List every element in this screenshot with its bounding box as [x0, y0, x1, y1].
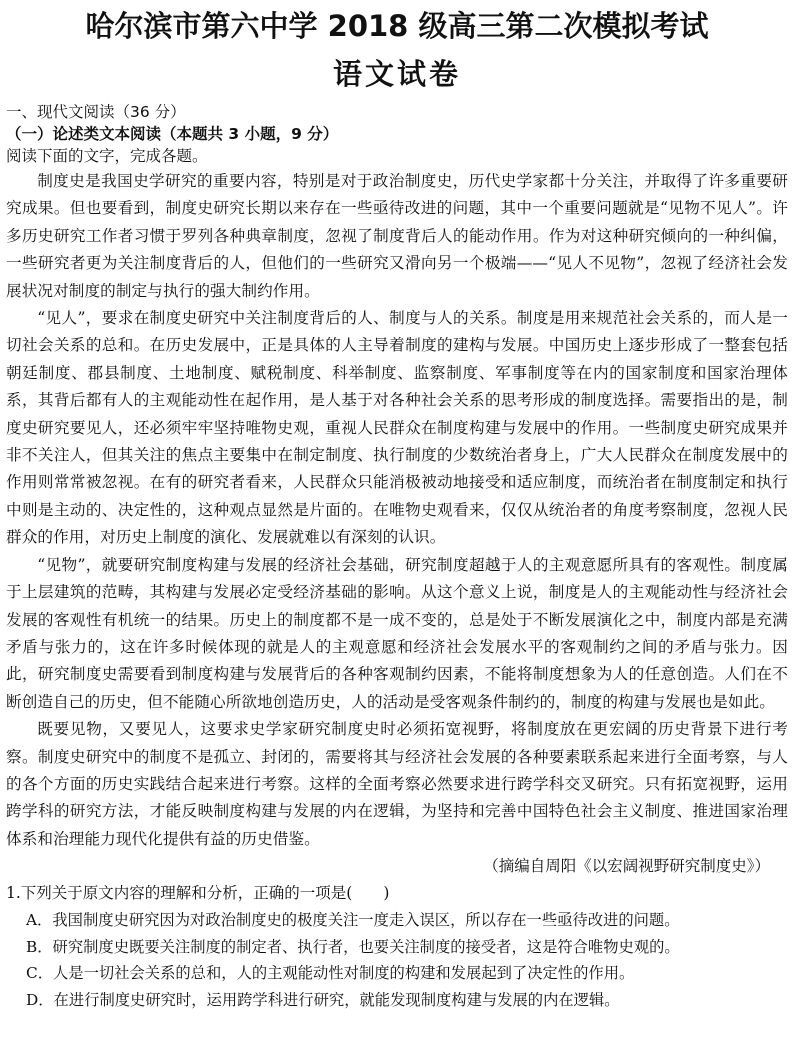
reading-passage [6, 168, 788, 880]
passage-paragraph-3: “见物”，就要研究制度构建与发展的经济社会基础，研究制度超越于人的主观意愿所具有的客观性。制度属于上层建筑的范畴，其构建与发展必定受经济基础的影响。从这个意义上说，制度是人的主观能动性与经济社会发展的客观性有机统一的结果。历史上的制度都不是一成不变的，总是处于不断发展演化之中，制度内部是充满矛盾与张力的，这在许多时候体现的就是人的主观意愿和经济社会发展水平的客观制约之间的矛盾与张力。因此，研究制度史需要看到制度构建与发展背后的各种客观制约因素，不能将制度想象为人的任意创造。人们在不断创造自己的历史，但不能随心所欲地创造历史，人的活动是受客观条件制约的，制度的构建与发展也是如此。 [6, 555, 788, 711]
option-c: C．人是一切社会关系的总和，人的主观能动性对制度的构建和发展起到了决定性的作用。 [26, 964, 635, 983]
option-a: A．我国制度史研究因为对政治制度史的极度关注一度走入误区，所以存在一些亟待改进的问题。 [26, 911, 680, 930]
section-subheading: （一）论述类文本阅读（本题共 3 小题，9 分） [6, 125, 339, 143]
question-stem: 1.下列关于原文内容的理解和分析，正确的一项是( ) [6, 884, 390, 903]
exam-title: 哈尔滨市第六中学 2018 级高三第二次模拟考试 [85, 9, 709, 43]
question-1 [6, 880, 788, 1013]
reading-instruction: 阅读下面的文字，完成各题。 [6, 147, 208, 165]
option-d: D．在进行制度史研究时，运用跨学科进行研究，就能发现制度构建与发展的内在逻辑。 [26, 990, 620, 1009]
answer-options [6, 907, 788, 1013]
passage-paragraph-1: 制度史是我国史学研究的重要内容，特别是对于政治制度史，历代史学家都十分关注，并取得了许多重要研究成果。但也要看到，制度史研究长期以来存在一些亟待改进的问题，其中一个重要问题就是“见物不见人”。许多历史研究工作者习惯于罗列各种典章制度，忽视了制度背后人的能动作用。作为对这种研究倾向的一种纠偏，一些研究者更为关注制度背后的人，但他们的一些研究又滑向另一个极端——“见人不见物”，忽视了经济社会发展状况对制度的制定与执行的强大制约作用。 [6, 172, 788, 300]
passage-source: （摘编自周阳《以宏阔视野研究制度史》） [483, 857, 770, 876]
exam-subtitle: 语文试卷 [332, 57, 461, 91]
passage-paragraph-4: 既要见物，又要见人，这要求史学家研究制度史时必须拓宽视野，将制度放在更宏阔的历史背景下进行考察。制度史研究中的制度不是孤立、封闭的，需要将其与经济社会发展的各种要素联系起来进行全面考察，与人的各个方面的历史实践结合起来进行考察。这样的全面考察必然要求进行跨学科交叉研究。只有拓宽视野，运用跨学科的研究方法，才能反映制度构建与发展的内在逻辑，为坚持和完善中国特色社会主义制度、推进国家治理体系和治理能力现代化提供有益的历史借鉴。 [6, 720, 788, 848]
option-b: B．研究制度史既要关注制度的制定者、执行者，也要关注制度的接受者，这是符合唯物史观的。 [26, 937, 680, 956]
section-heading: 一、现代文阅读（36 分） [6, 103, 186, 121]
passage-paragraph-2: “见人”，要求在制度史研究中关注制度背后的人、制度与人的关系。制度是用来规范社会关系的，而人是一切社会关系的总和。在历史发展中，正是具体的人主导着制度的建构与发展。中国历史上逐步形成了一整套包括朝廷制度、郡县制度、土地制度、赋税制度、科举制度、监察制度、军事制度等在内的国家制度和国家治理体系，其背后都有人的主观能动性在起作用，是人基于对各种社会关系的思考形成的制度选择。需要指出的是，制度史研究要见人，还必须牢牢坚持唯物史观，重视人民群众在制度构建与发展中的作用。一些制度史研究成果并非不关注人，但其关注的焦点主要集中在制定制度、执行制度的少数统治者身上，广大人民群众在制度发展中的作用则常常被忽视。在有的研究者看来，人民群众只能消极被动地接受和适应制度，而统治者在制度制定和执行中则是主动的、决定性的，这种观点显然是片面的。在唯物史观看来，仅仅从统治者的角度考察制度，忽视人民群众的作用，对历史上制度的演化、发展就难以有深刻的认识。 [6, 309, 788, 547]
